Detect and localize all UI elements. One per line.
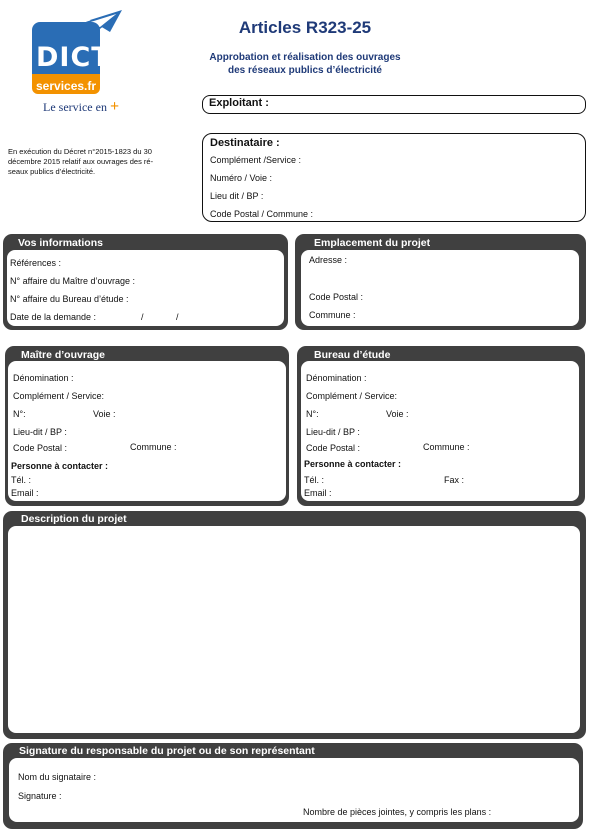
destinataire-numero-voie[interactable]: Numéro / Voie :: [210, 173, 273, 183]
affaire-mo-field[interactable]: N° affaire du Maître d’ouvrage :: [10, 276, 135, 286]
nom-signataire-field[interactable]: Nom du signataire :: [18, 772, 97, 782]
mo-voie-field[interactable]: Voie :: [93, 409, 116, 419]
be-code-postal-field[interactable]: Code Postal :: [306, 443, 361, 453]
be-lieu-dit-field[interactable]: Lieu-dit / BP :: [306, 427, 360, 437]
emplacement-commune-field[interactable]: Commune :: [309, 310, 356, 320]
decree-line-2: décembre 2015 relatif aux ouvrages des ré-: [8, 157, 154, 166]
be-email-field[interactable]: Email :: [304, 488, 332, 498]
logo-tagline: [43, 98, 119, 116]
be-contact-label: Personne à contacter :: [304, 459, 402, 469]
mo-contact-label: Personne à contacter :: [11, 461, 109, 471]
signature-title: Signature du responsable du projet ou de son représentant: [19, 745, 315, 757]
destinataire-lieu-dit[interactable]: Lieu dit / BP :: [210, 191, 264, 201]
decree-line-3: seaux publics d’électricité.: [8, 167, 96, 176]
mo-lieu-dit-field[interactable]: Lieu-dit / BP :: [13, 427, 67, 437]
emplacement-title: Emplacement du projet: [314, 237, 431, 249]
references-field[interactable]: Références :: [10, 258, 62, 268]
maitre-ouvrage-title: Maître d’ouvrage: [21, 349, 106, 361]
destinataire-title: Destinataire :: [210, 137, 280, 149]
description-textarea[interactable]: [8, 526, 580, 733]
logo-domain-text: services.fr: [36, 79, 97, 93]
be-complement-field[interactable]: Complément / Service:: [306, 391, 398, 401]
destinataire-code-postal[interactable]: Code Postal / Commune :: [210, 209, 314, 219]
description-title: Description du projet: [21, 513, 127, 525]
date-slash-2: /: [176, 312, 179, 322]
be-denomination-field[interactable]: Dénomination :: [306, 373, 367, 383]
mo-code-postal-field[interactable]: Code Postal :: [13, 443, 68, 453]
be-tel-field[interactable]: Tél. :: [304, 475, 325, 485]
mo-tel-field[interactable]: Tél. :: [11, 475, 32, 485]
bureau-etude-title: Bureau d’étude: [314, 349, 391, 361]
page-subtitle-2: des réseaux publics d’électricité: [228, 65, 382, 76]
be-fax-field[interactable]: Fax :: [444, 475, 465, 485]
destinataire-complement[interactable]: Complément /Service :: [210, 155, 302, 165]
signature-field[interactable]: Signature :: [18, 791, 62, 801]
dict-logo: [30, 8, 126, 98]
page-subtitle-1: Approbation et réalisation des ouvrages: [209, 52, 401, 63]
page-title: Articles R323-25: [238, 18, 372, 37]
mo-complement-field[interactable]: Complément / Service:: [13, 391, 105, 401]
pieces-jointes-field[interactable]: Nombre de pièces jointes, y compris les plans :: [303, 807, 492, 817]
affaire-be-field[interactable]: N° affaire du Bureau d’étude :: [10, 294, 129, 304]
mo-email-field[interactable]: Email :: [11, 488, 39, 498]
emplacement-code-postal-field[interactable]: Code Postal :: [309, 292, 364, 302]
mo-commune-field[interactable]: Commune :: [130, 442, 177, 452]
date-slash-1: /: [141, 312, 144, 322]
be-voie-field[interactable]: Voie :: [386, 409, 409, 419]
decree-line-1: En exécution du Décret n°2015-1823 du 30: [8, 147, 152, 156]
be-commune-field[interactable]: Commune :: [423, 442, 470, 452]
date-demande-field[interactable]: Date de la demande :: [10, 312, 97, 322]
vos-informations-title: Vos informations: [18, 237, 103, 249]
exploitant-label: Exploitant :: [209, 97, 269, 109]
signature-body: [9, 758, 579, 822]
tagline-plus-icon: +: [109, 98, 120, 115]
tagline-text: Le service en: [43, 100, 107, 114]
adresse-field[interactable]: Adresse :: [309, 255, 348, 265]
mo-denomination-field[interactable]: Dénomination :: [13, 373, 74, 383]
be-numero-field[interactable]: N°:: [306, 409, 319, 419]
mo-numero-field[interactable]: N°:: [13, 409, 26, 419]
logo-dict-text: DICT: [36, 42, 111, 73]
